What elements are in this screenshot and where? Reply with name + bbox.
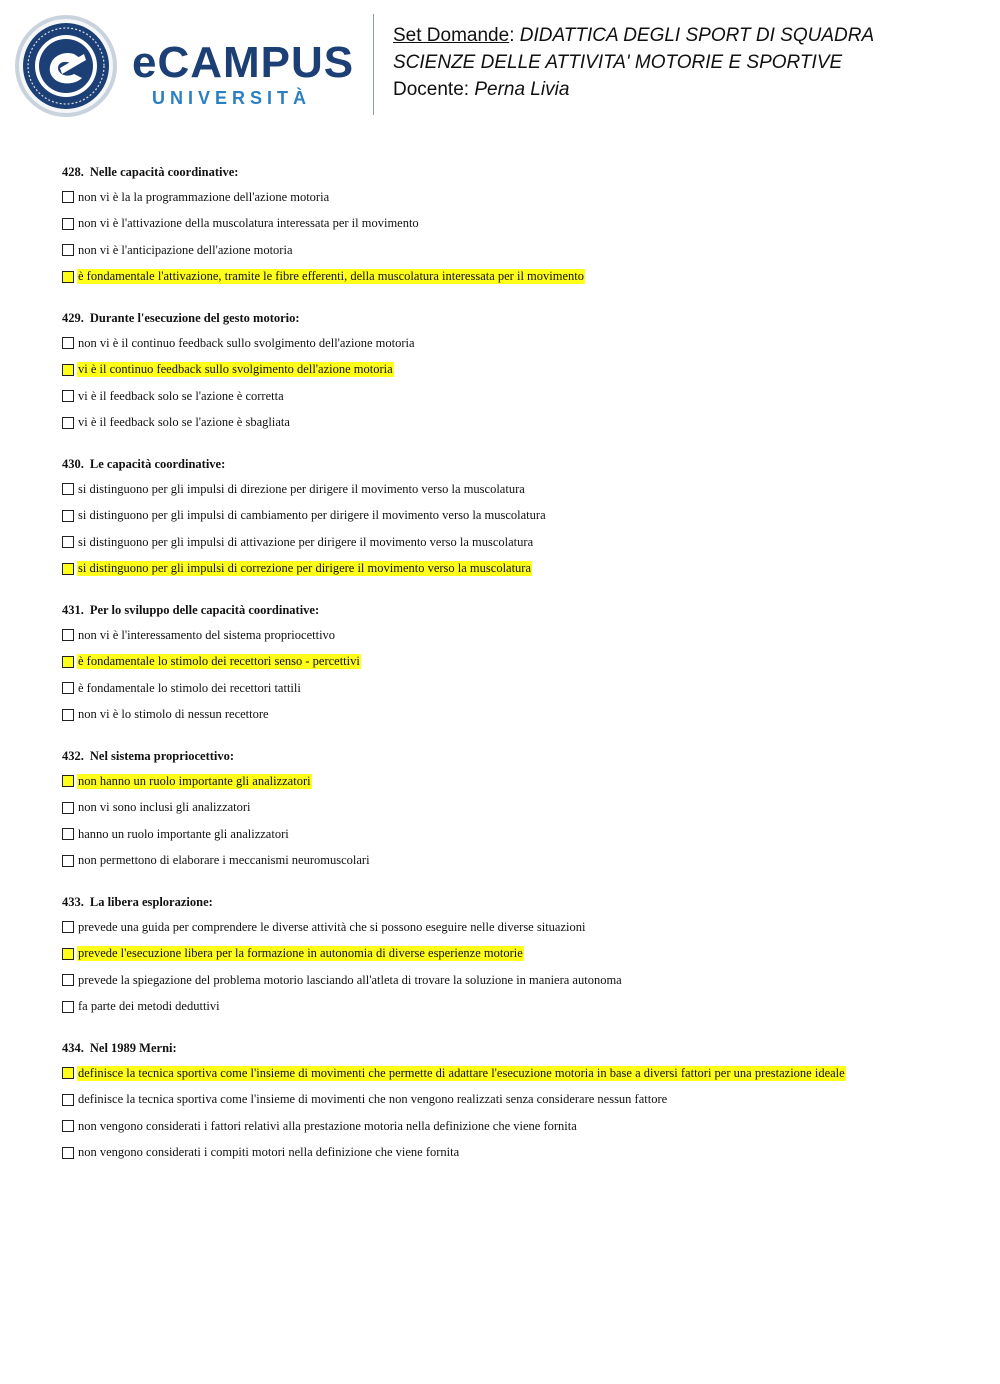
answer-option[interactable] [62,503,962,530]
answer-option[interactable] [62,675,962,702]
answer-text: fa parte dei metodi deduttivi [78,999,220,1014]
answer-option[interactable] [62,622,962,649]
answer-checkbox[interactable] [62,191,74,203]
question-number: 429. [62,311,84,325]
answer-checkbox[interactable] [62,244,74,256]
answer-text: è fondamentale lo stimolo dei recettori tattili [78,680,301,695]
answer-text: definisce la tecnica sportiva come l'insieme di movimenti che permette di adattare l'esecuzione motoria in base a diversi fattori per una prestazione ideale [78,1065,845,1080]
answer-option[interactable] [62,702,962,729]
answer-option[interactable] [62,237,962,264]
answer-text: non vi è l'attivazione della muscolatura interessata per il movimento [78,216,419,231]
answer-text: definisce la tecnica sportiva come l'insieme di movimenti che non vengono realizzati senza considerare nessun fattore [78,1092,668,1107]
answer-option[interactable] [62,967,962,994]
answer-checkbox[interactable] [62,510,74,522]
answer-text: prevede la spiegazione del problema motorio lasciando all'atleta di trovare la soluzione in maniera autonoma [78,972,622,987]
question-text: Nelle capacità coordinative: [89,165,239,179]
question-title [62,598,962,622]
answer-checkbox[interactable] [62,271,74,283]
answer-checkbox[interactable] [62,483,74,495]
question-block [62,1036,962,1166]
question-text: Durante l'esecuzione del gesto motorio: [89,311,300,325]
question-block [62,598,962,728]
answer-checkbox[interactable] [62,921,74,933]
answer-checkbox[interactable] [62,948,74,960]
question-block [62,160,962,290]
university-seal-logo [14,14,118,118]
question-title [62,744,962,768]
answer-text: si distinguono per gli impulsi di cambiamento per dirigere il movimento verso la muscolatura [78,508,546,523]
answer-text: non vi è lo stimolo di nessun recettore [78,707,269,722]
answer-checkbox[interactable] [62,629,74,641]
question-title [62,160,962,184]
answer-text: non vi è il continuo feedback sullo svolgimento dell'azione motoria [78,335,415,350]
answer-text: è fondamentale l'attivazione, tramite le fibre efferenti, della muscolatura interessata per il movimento [78,269,584,284]
header-info [393,22,874,103]
answer-option[interactable] [62,821,962,848]
answer-checkbox[interactable] [62,775,74,787]
question-number: 428. [62,165,84,179]
answer-option-correct[interactable] [62,357,962,384]
answer-text: non vi sono inclusi gli analizzatori [78,800,251,815]
answer-text: non vengono considerati i fattori relativi alla prestazione motoria nella definizione che viene fornita [78,1118,577,1133]
question-block [62,306,962,436]
question-text: Le capacità coordinative: [89,457,226,471]
answer-text: vi è il feedback solo se l'azione è corretta [78,388,284,403]
answer-checkbox[interactable] [62,417,74,429]
answer-text: si distinguono per gli impulsi di attivazione per dirigere il movimento verso la muscolatura [78,534,534,549]
answer-text: non vengono considerati i compiti motori nella definizione che viene fornita [78,1145,460,1160]
question-number: 433. [62,895,84,909]
answer-option[interactable] [62,1140,962,1167]
answer-checkbox[interactable] [62,218,74,230]
teacher-name: Perna Livia [474,79,570,100]
answer-option[interactable] [62,994,962,1021]
question-number: 434. [62,1041,84,1055]
answer-text: vi è il feedback solo se l'azione è sbagliata [78,415,290,430]
answer-text: hanno un ruolo importante gli analizzatori [78,826,289,841]
answer-text: non vi è l'interessamento del sistema propriocettivo [78,627,336,642]
answer-option[interactable] [62,211,962,238]
answer-checkbox[interactable] [62,1147,74,1159]
answer-checkbox[interactable] [62,709,74,721]
question-block [62,744,962,874]
answer-checkbox[interactable] [62,563,74,575]
answer-option[interactable] [62,184,962,211]
answer-text: non hanno un ruolo importante gli analizzatori [78,773,311,788]
answer-option-correct[interactable] [62,941,962,968]
brand-wordmark [132,40,358,116]
page-header [0,0,1000,130]
brand-main-text: eCAMPUS [132,38,355,87]
answer-checkbox[interactable] [62,1001,74,1013]
question-text: Nel 1989 Merni: [89,1041,177,1055]
answer-text: non permettono di elaborare i meccanismi neuromuscolari [78,853,370,868]
answer-checkbox[interactable] [62,337,74,349]
brand-sub-text: UNIVERSITÀ [152,88,312,108]
answer-option[interactable] [62,529,962,556]
question-number: 431. [62,603,84,617]
course-title: DIDATTICA DEGLI SPORT DI SQUADRA [519,25,875,46]
answer-option[interactable] [62,795,962,822]
answer-checkbox[interactable] [62,682,74,694]
question-title [62,306,962,330]
answer-option-correct[interactable] [62,768,962,795]
answer-option-correct[interactable] [62,556,962,583]
answer-checkbox[interactable] [62,536,74,548]
answer-checkbox[interactable] [62,802,74,814]
question-number: 432. [62,749,84,763]
answer-option-correct[interactable] [62,264,962,291]
answer-checkbox[interactable] [62,1120,74,1132]
degree-line: SCIENZE DELLE ATTIVITA' MOTORIE E SPORTIVE [393,52,843,73]
answer-text: non vi è l'anticipazione dell'azione motoria [78,242,293,257]
header-divider [373,14,374,115]
question-text: La libera esplorazione: [89,895,213,909]
question-title [62,452,962,476]
answer-option[interactable] [62,1113,962,1140]
answer-option[interactable] [62,476,962,503]
answer-text: è fondamentale lo stimolo dei recettori senso - percettivi [78,654,360,669]
course-line: Set Domande: DIDATTICA DEGLI SPORT DI SQUADRA [393,25,875,46]
answer-checkbox[interactable] [62,364,74,376]
questions-list [62,160,962,1182]
answer-checkbox[interactable] [62,1067,74,1079]
answer-option-correct[interactable] [62,649,962,676]
answer-option[interactable] [62,330,962,357]
answer-option[interactable] [62,848,962,875]
answer-option[interactable] [62,1087,962,1114]
answer-text: si distinguono per gli impulsi di direzione per dirigere il movimento verso la muscolatura [78,481,525,496]
answer-option[interactable] [62,914,962,941]
question-number: 430. [62,457,84,471]
question-block [62,452,962,582]
answer-text: non vi è la la programmazione dell'azione motoria [78,189,330,204]
question-title [62,1036,962,1060]
answer-text: si distinguono per gli impulsi di correzione per dirigere il movimento verso la muscolatura [78,561,532,576]
answer-checkbox[interactable] [62,390,74,402]
answer-checkbox[interactable] [62,855,74,867]
answer-text: vi è il continuo feedback sullo svolgimento dell'azione motoria [78,362,393,377]
teacher-line [393,76,874,103]
answer-checkbox[interactable] [62,1094,74,1106]
answer-option[interactable] [62,410,962,437]
answer-option-correct[interactable] [62,1060,962,1087]
answer-option[interactable] [62,383,962,410]
question-title [62,890,962,914]
answer-text: prevede una guida per comprendere le diverse attività che si possono eseguire nelle diverse situazioni [78,919,586,934]
answer-checkbox[interactable] [62,656,74,668]
set-label: Set Domande [393,25,510,46]
teacher-label: Docente: [393,79,470,100]
question-text: Nel sistema propriocettivo: [89,749,235,763]
question-text: Per lo sviluppo delle capacità coordinative: [89,603,320,617]
answer-text: prevede l'esecuzione libera per la formazione in autonomia di diverse esperienze motorie [78,946,523,961]
question-block [62,890,962,1020]
answer-checkbox[interactable] [62,974,74,986]
answer-checkbox[interactable] [62,828,74,840]
